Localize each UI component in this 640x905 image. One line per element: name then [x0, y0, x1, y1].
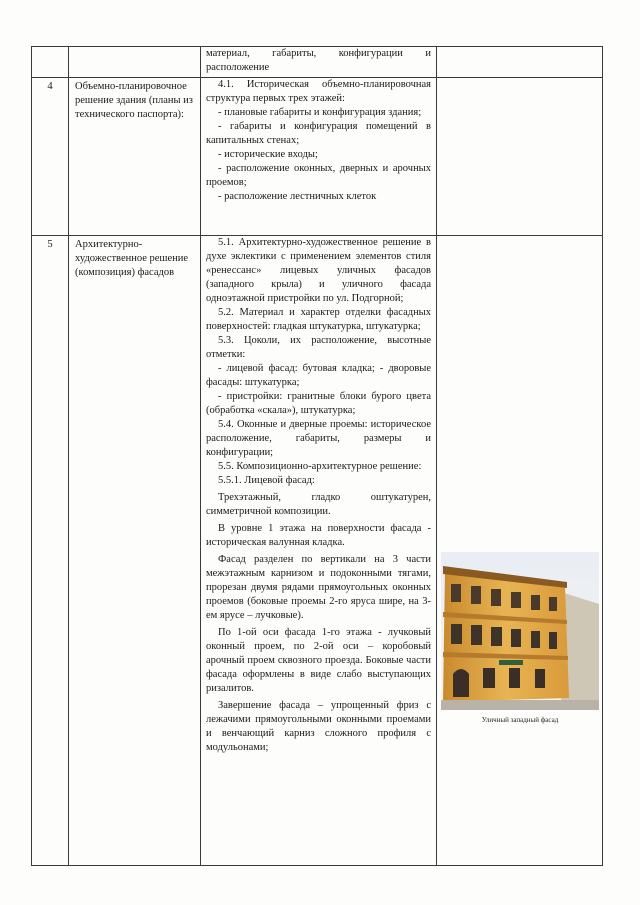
paragraph: - расположение оконных, дверных и арочных проемов;: [206, 163, 431, 188]
paragraph: 5.1. Архитектурно-художественное решение в духе эклектики с применением элементов стиля «ренессанс» лицевых уличных фасадов (западного крыла) и уличного фасада одноэтажной пристройки по ул. Подгорной;: [206, 237, 431, 304]
empty-cell: [437, 78, 603, 236]
image-cell: [437, 236, 603, 866]
paragraph: Завершение фасада – упрощенный фриз с лежачими прямоугольными оконными проемами и венчающий карниз сложного профиля с модульонами;: [206, 700, 431, 753]
table-row: [32, 47, 603, 78]
row-name: [69, 47, 201, 78]
paragraph: - плановые габариты и конфигурация здания;: [218, 107, 422, 118]
paragraph: 5.5. Композиционно-архитектурное решение:: [218, 461, 422, 472]
row-name: Архитектурно-художественное решение (композиция) фасадов: [69, 236, 201, 866]
heritage-table: [31, 46, 603, 866]
facade-photo: [441, 552, 599, 710]
table-row: [32, 78, 603, 236]
row-text: [201, 78, 437, 236]
paragraph: В уровне 1 этажа на поверхности фасада - историческая валунная кладка.: [206, 523, 431, 548]
paragraph: - пристройки: гранитные блоки бурого цвета (обработка «скала»), штукатурка;: [206, 391, 431, 416]
paragraph: - расположение лестничных клеток: [218, 191, 377, 202]
paragraph: материал, габариты, конфигурации и расположение: [206, 48, 431, 73]
paragraph: 5.2. Материал и характер отделки фасадных поверхностей: гладкая штукатурка, штукатурка;: [206, 307, 431, 332]
paragraph: - лицевой фасад: бутовая кладка; - дворовые фасады: штукатурка;: [206, 363, 431, 388]
paragraph: По 1-ой оси фасада 1-го этажа - лучковый оконный проем, по 2-ой оси – коробовый арочный проем сквозного проезда. Боковые части фасада оформлены в виде слабо выступающих ризалитов.: [206, 627, 431, 694]
row-text: [201, 236, 437, 866]
paragraph: Трехэтажный, гладко оштукатурен, симметричной композиции.: [206, 492, 431, 517]
row-number: [32, 47, 69, 78]
paragraph: 5.3. Цоколи, их расположение, высотные отметки:: [206, 335, 431, 360]
row-text: [201, 47, 437, 78]
paragraph: 5.4. Оконные и дверные проемы: историческое расположение, габариты, размеры и конфигурации;: [206, 419, 431, 458]
empty-cell: [437, 47, 603, 78]
paragraph: 5.5.1. Лицевой фасад:: [218, 475, 315, 486]
paragraph: Фасад разделен по вертикали на 3 части межэтажным карнизом и подоконными тягами, прорезан двумя рядами прямоугольных оконных проемов (боковые проемы 2-го яруса шире, на 3-ем ярусе – лучковые).: [206, 554, 431, 621]
photo-caption: Уличный западный фасад: [481, 716, 559, 724]
table-row: [32, 236, 603, 866]
paragraph: - исторические входы;: [218, 149, 318, 160]
paragraph: - габариты и конфигурация помещений в капитальных стенах;: [206, 121, 431, 146]
paragraph: 4.1. Историческая объемно-планировочная структура первых трех этажей:: [206, 79, 431, 104]
row-name: Объемно-планировочное решение здания (планы из технического паспорта):: [69, 78, 201, 236]
row-number: 5: [32, 236, 69, 866]
row-number: 4: [32, 78, 69, 236]
